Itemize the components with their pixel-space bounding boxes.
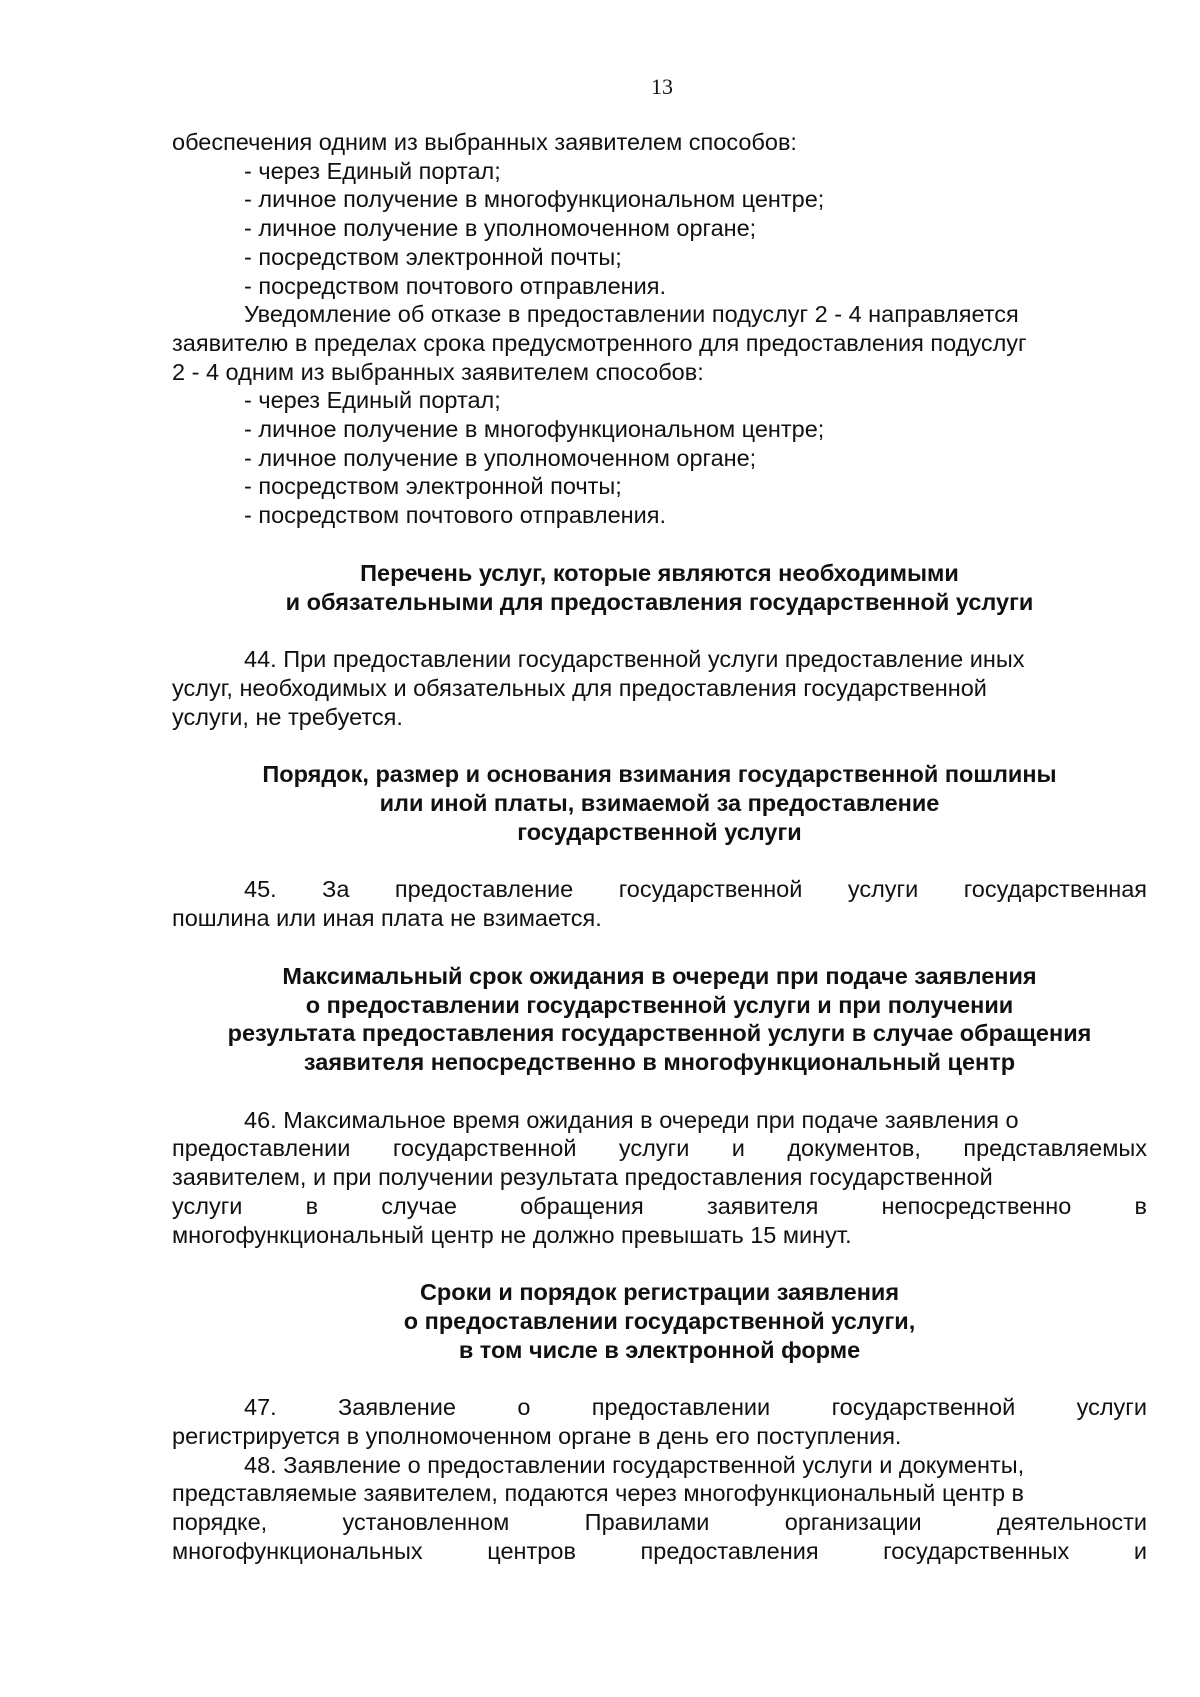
paragraph-line: 46. Максимальное время ожидания в очереди при подаче заявления о [244,1106,1019,1133]
document-body [172,128,1147,1566]
list-item: - личное получение в уполномоченном органе; [244,215,757,242]
heading-line: о предоставлении государственной услуги и при получении [305,991,1014,1018]
section-heading-services [172,559,1147,616]
paragraph-44 [172,645,1147,731]
section-heading-queue [172,962,1147,1077]
list-item: - личное получение в многофункциональном центре; [244,186,825,213]
heading-line: о предоставлении государственной услуги, [403,1307,916,1334]
paragraph-intro: обеспечения одним из выбранных заявителем способов: [172,129,797,155]
list-item: - посредством электронной почты; [244,243,622,270]
paragraph-46 [172,1106,1147,1250]
paragraph-line: 44. При предоставлении государственной услуги предоставление иных [244,646,1025,673]
paragraph-line: многофункциональный центр не должно превышать 15 минут. [172,1221,852,1248]
paragraph-line: заявителем, и при получении результата предоставления государственной [172,1164,993,1191]
heading-line: Порядок, размер и основания взимания государственной пошлины [262,761,1057,788]
heading-line: Сроки и порядок регистрации заявления [419,1279,900,1306]
paragraph-line: многофункциональных центров предоставления государственных и [172,1537,1147,1564]
paragraph-line: предоставлении государственной услуги и документов, представляемых [172,1135,1147,1162]
heading-line: Перечень услуг, которые являются необходимыми [360,559,959,586]
heading-line: или иной платы, взимаемой за предоставление [379,790,940,817]
list-item: - личное получение в многофункциональном центре; [244,416,825,443]
paragraph-line: 47. Заявление о предоставлении государственной услуги [244,1394,1147,1421]
paragraph-line: 2 - 4 одним из выбранных заявителем способов: [172,358,704,385]
paragraph-line: услуг, необходимых и обязательных для предоставления государственной [172,674,987,701]
heading-line: государственной услуги [517,818,802,845]
paragraph-line: 45. За предоставление государственной услуги государственная [244,876,1147,903]
list-item: - личное получение в уполномоченном органе; [244,444,757,471]
paragraph-line: регистрируется в уполномоченном органе в день его поступления. [172,1423,902,1450]
section-heading-fee [172,760,1147,846]
paragraph-line: пошлина или иная плата не взимается. [172,905,602,932]
paragraph-line: заявителю в пределах срока предусмотренного для предоставления подуслуг [172,329,1027,356]
heading-line: результата предоставления государственной услуги в случае обращения [227,1020,1092,1047]
heading-line: и обязательными для предоставления государственной услуги [285,588,1034,615]
section-heading-registration [172,1278,1147,1364]
list-item: - посредством почтового отправления. [244,272,667,299]
paragraph-line: Уведомление об отказе в предоставлении подуслуг 2 - 4 направляется [244,301,1019,328]
paragraph-line: порядке, установленном Правилами организации деятельности [172,1509,1147,1536]
heading-line: в том числе в электронной форме [458,1336,861,1363]
heading-line: заявителя непосредственно в многофункциональный центр [303,1048,1016,1075]
list-item: - посредством почтового отправления. [244,502,667,529]
paragraph-line: услуги, не требуется. [172,703,403,730]
list-item: - через Единый портал; [244,157,501,184]
page-number: 13 [651,74,673,99]
paragraph-45 [172,875,1147,932]
heading-line: Максимальный срок ожидания в очереди при подаче заявления [282,962,1037,989]
paragraph-line: услуги в случае обращения заявителя непосредственно в [172,1192,1147,1219]
paragraph-48 [172,1451,1147,1566]
list-item: - через Единый портал; [244,387,501,414]
paragraph-47 [172,1393,1147,1450]
list-item: - посредством электронной почты; [244,473,622,500]
paragraph-line: представляемые заявителем, подаются через многофункциональный центр в [172,1480,1025,1507]
paragraph-line: 48. Заявление о предоставлении государственной услуги и документы, [244,1451,1025,1478]
